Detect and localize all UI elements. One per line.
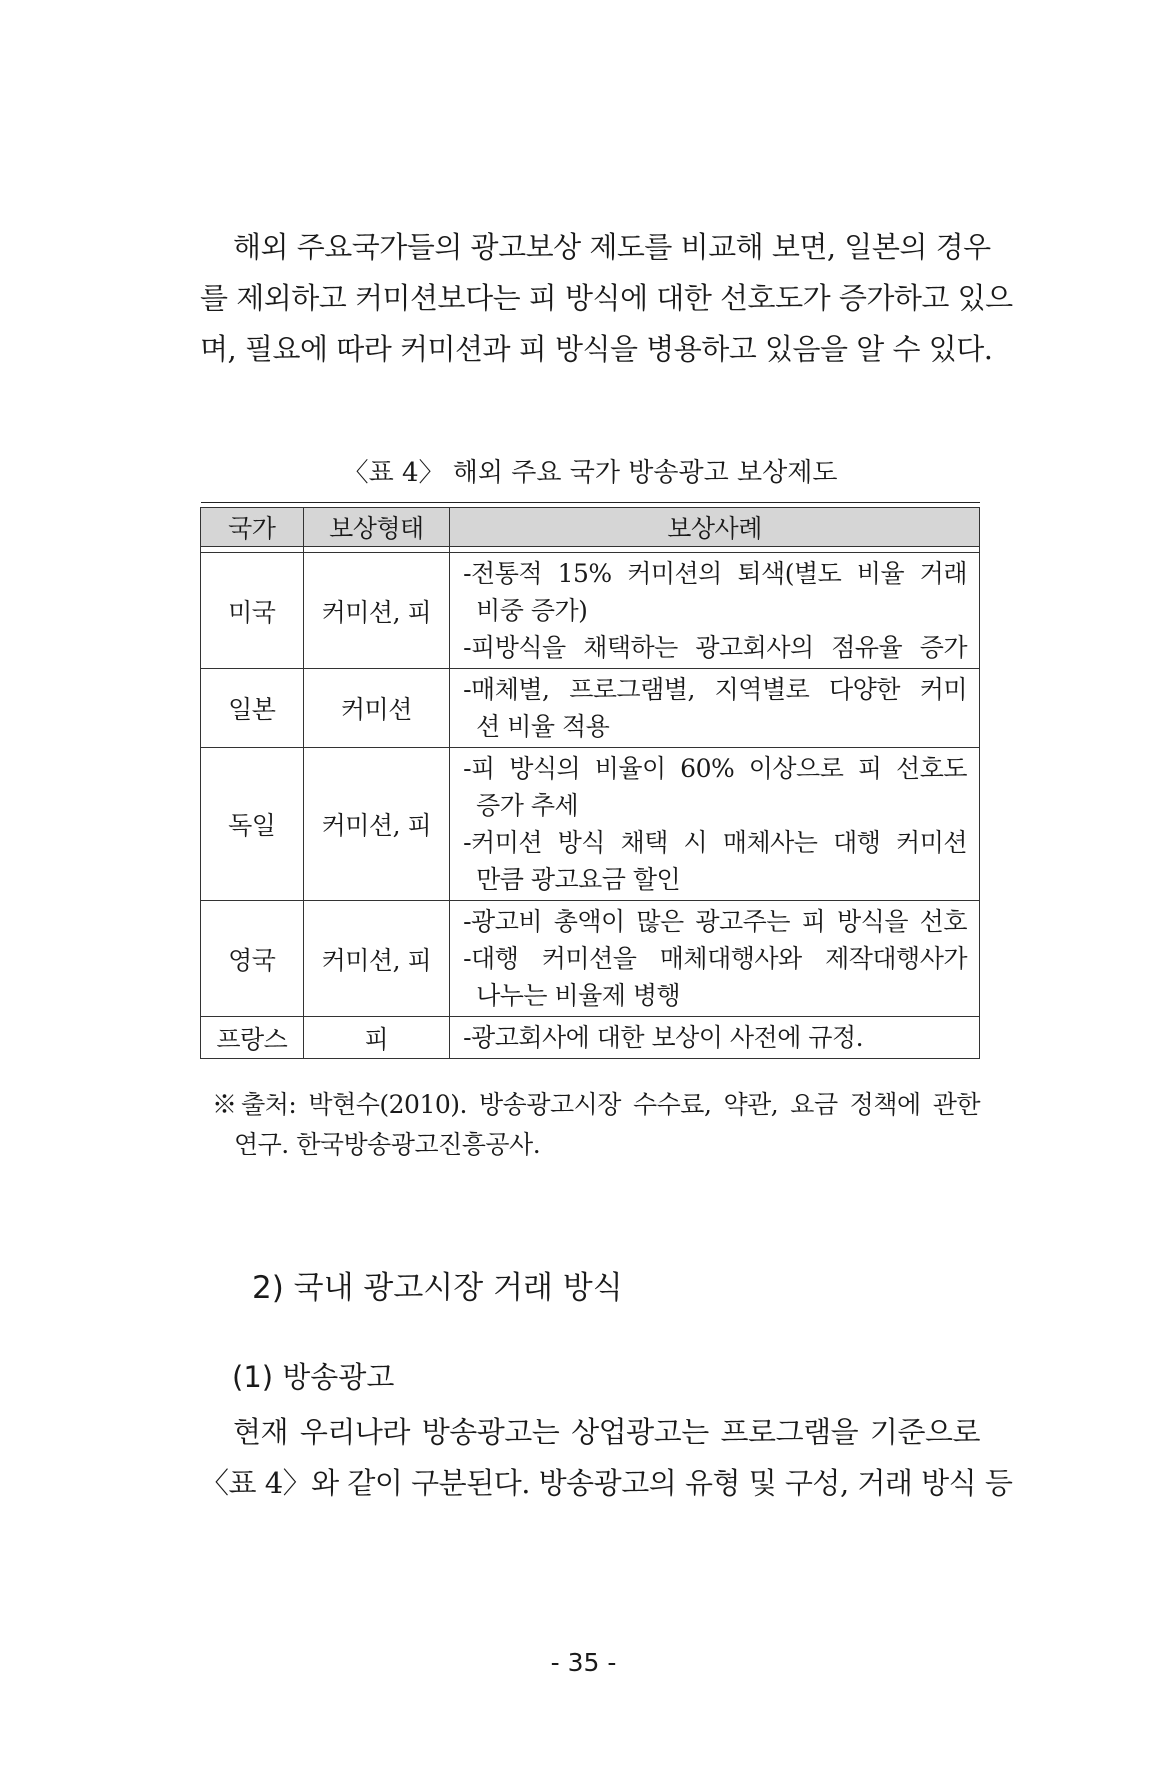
case-line: 증가 추세	[476, 791, 579, 820]
case-item	[463, 671, 967, 745]
intro-paragraph	[200, 222, 1013, 375]
cases-cell	[450, 901, 980, 1017]
case-line: 비중 증가)	[476, 596, 588, 625]
country-cell: 미국	[201, 553, 304, 669]
case-line: -광고비 총액이 많은 광고주는 피 방식을 선호	[463, 907, 967, 936]
table-header-row	[201, 508, 980, 547]
body-line: 〈표 4〉와 같이 구분된다. 방송광고의 유형 및 구성, 거래 방식 등	[200, 1466, 1013, 1500]
table-row	[201, 553, 980, 669]
case-line: 나누는 비율제 병행	[476, 981, 681, 1010]
table-row	[201, 1017, 980, 1059]
country-cell: 영국	[201, 901, 304, 1017]
cases-cell	[450, 1017, 980, 1059]
table-row	[201, 669, 980, 748]
source-line: 연구. 한국방송광고진흥공사.	[234, 1130, 541, 1159]
section-heading: 2) 국내 광고시장 거래 방식	[252, 1270, 623, 1306]
type-cell: 커미션	[303, 669, 449, 748]
case-item	[463, 940, 967, 1014]
case-line: 만큼 광고요금 할인	[476, 865, 681, 894]
compensation-table	[200, 502, 980, 1059]
case-item	[463, 750, 967, 824]
header-country: 국가	[201, 508, 304, 547]
type-cell: 커미션, 피	[303, 553, 449, 669]
header-cases: 보상사례	[450, 508, 980, 547]
source-note	[200, 1085, 980, 1165]
type-cell: 피	[303, 1017, 449, 1059]
case-line: -피방식을 채택하는 광고회사의 점유율 증가	[463, 633, 967, 662]
source-line: ※출처: 박현수(2010). 방송광고시장 수수료, 약관, 요금 정책에 관한	[212, 1090, 980, 1119]
page-number: - 35 -	[550, 1648, 617, 1677]
intro-line: 며, 필요에 따라 커미션과 피 방식을 병용하고 있음을 알 수 있다.	[200, 332, 993, 366]
subsection-heading: (1) 방송광고	[232, 1360, 395, 1394]
case-line: -피 방식의 비율이 60% 이상으로 피 선호도	[463, 754, 967, 783]
intro-line: 를 제외하고 커미션보다는 피 방식에 대한 선호도가 증가하고 있으	[200, 281, 1013, 315]
case-line: -전통적 15% 커미션의 퇴색(별도 비율 거래	[463, 559, 967, 588]
header-type: 보상형태	[303, 508, 449, 547]
case-line: -매체별, 프로그램별, 지역별로 다양한 커미	[463, 675, 967, 704]
country-cell: 일본	[201, 669, 304, 748]
type-cell: 커미션, 피	[303, 748, 449, 901]
table-row	[201, 901, 980, 1017]
case-item	[463, 903, 967, 940]
case-line: -커미션 방식 채택 시 매체사는 대행 커미션	[463, 828, 967, 857]
body-line: 현재 우리나라 방송광고는 상업광고는 프로그램을 기준으로	[233, 1415, 980, 1449]
intro-line: 해외 주요국가들의 광고보상 제도를 비교해 보면, 일본의 경우	[233, 230, 991, 264]
body-paragraph	[200, 1407, 1013, 1509]
case-item	[463, 629, 967, 666]
case-line: -광고회사에 대한 보상이 사전에 규정.	[463, 1023, 864, 1052]
cases-cell	[450, 748, 980, 901]
case-item	[463, 555, 967, 629]
type-cell: 커미션, 피	[303, 901, 449, 1017]
table-caption: 〈표 4〉 해외 주요 국가 방송광고 보상제도	[342, 458, 838, 488]
case-item	[463, 824, 967, 898]
table-row	[201, 748, 980, 901]
country-cell: 독일	[201, 748, 304, 901]
case-item	[463, 1019, 967, 1056]
case-line: -대행 커미션을 매체대행사와 제작대행사가	[463, 944, 967, 973]
cases-cell	[450, 669, 980, 748]
cases-cell	[450, 553, 980, 669]
case-line: 션 비율 적용	[476, 712, 610, 741]
country-cell: 프랑스	[201, 1017, 304, 1059]
